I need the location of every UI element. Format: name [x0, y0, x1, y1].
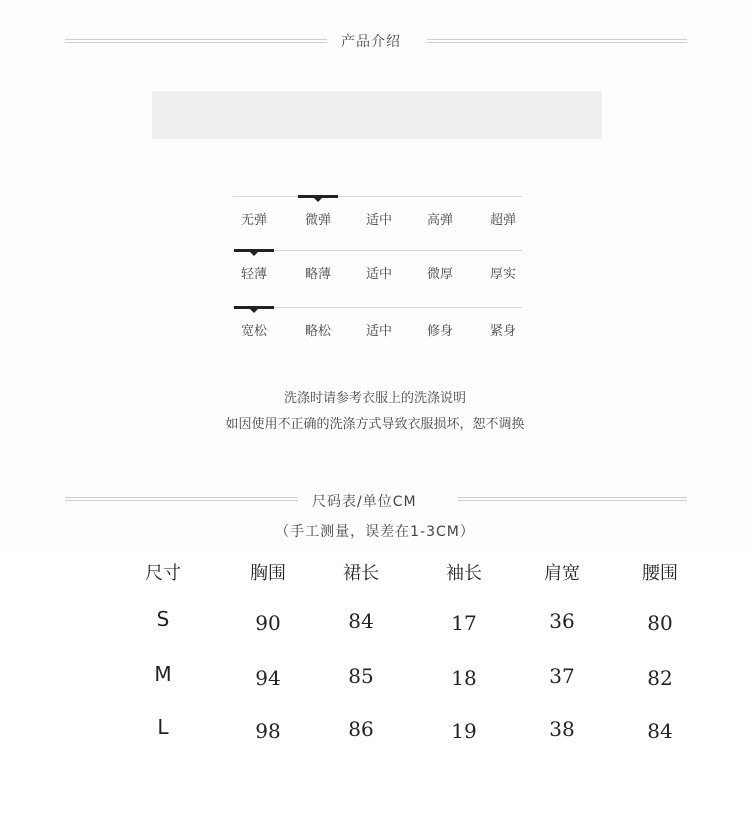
scale-option-thickness: 适中: [365, 267, 392, 282]
product-intro-divider-left: [65, 39, 327, 43]
size-row-label: L: [157, 715, 169, 739]
size-table-cell: 82: [647, 666, 673, 690]
size-table-cell: 84: [348, 609, 374, 633]
scale-option-fit: 宽松: [240, 324, 267, 339]
size-table-cell: 19: [451, 719, 477, 743]
footer-space: [0, 768, 750, 816]
size-table-header: 尺寸: [145, 563, 181, 584]
size-table-cell: 18: [451, 666, 477, 690]
scale-option-thickness: 厚实: [489, 267, 516, 282]
size-chart-divider-left: [65, 497, 298, 501]
size-row-label: M: [154, 662, 172, 686]
size-table-header: 胸围: [250, 563, 286, 584]
scale-line-fit: [233, 307, 522, 308]
size-table-cell: 98: [255, 719, 281, 743]
care-note-line2: 如因使用不正确的洗涤方式导致衣服损坏，恕不调换: [225, 417, 525, 432]
size-chart-note: （手工测量，误差在1-3CM）: [275, 524, 475, 540]
size-table-cell: 38: [549, 717, 575, 741]
size-table-cell: 17: [451, 611, 477, 635]
scale-option-thickness: 轻薄: [240, 267, 267, 282]
product-intro-divider-right: [427, 39, 687, 43]
size-table-cell: 90: [255, 611, 281, 635]
size-table-cell: 36: [549, 609, 575, 633]
size-table-cell: 94: [255, 666, 281, 690]
scale-option-fit: 适中: [365, 324, 392, 339]
size-chart-divider-right: [458, 497, 687, 501]
size-table-cell: 37: [549, 664, 575, 688]
scale-option-thickness: 微厚: [426, 267, 453, 282]
scale-line-elasticity: [233, 196, 522, 197]
scale-option-fit: 略松: [304, 324, 331, 339]
scale-option-elasticity: 无弹: [240, 213, 267, 228]
scale-option-fit: 修身: [426, 324, 453, 339]
scale-option-elasticity: 适中: [365, 213, 392, 228]
care-note-line1: 洗涤时请参考衣服上的洗涤说明: [283, 391, 466, 406]
scale-option-elasticity: 高弹: [426, 213, 453, 228]
product-image-placeholder: [152, 91, 602, 139]
size-table-header: 袖长: [446, 563, 482, 584]
size-table-cell: 80: [647, 611, 673, 635]
size-table-header: 裙长: [343, 563, 379, 584]
product-intro-title: 产品介绍: [341, 34, 401, 50]
scale-marker-fit: [234, 306, 274, 309]
scale-marker-thickness: [234, 249, 274, 252]
size-table-cell: 85: [348, 664, 374, 688]
scale-line-thickness: [233, 250, 522, 251]
scale-option-fit: 紧身: [489, 324, 516, 339]
size-table-header: 腰围: [642, 563, 678, 584]
size-chart-title: 尺码表/单位CM: [312, 494, 417, 510]
scale-option-thickness: 略薄: [304, 267, 331, 282]
size-table-cell: 84: [647, 719, 673, 743]
scale-option-elasticity: 超弹: [489, 213, 516, 228]
scale-option-elasticity: 微弹: [304, 213, 331, 228]
size-table-cell: 86: [348, 717, 374, 741]
scale-marker-elasticity: [298, 195, 338, 198]
size-table-header: 肩宽: [544, 563, 580, 584]
size-row-label: S: [156, 607, 170, 631]
